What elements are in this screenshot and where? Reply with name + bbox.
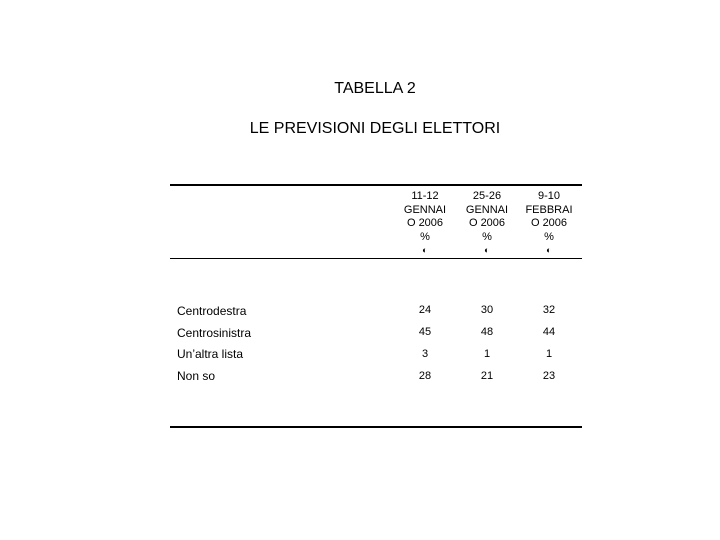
- table-cell: 1: [545, 348, 553, 360]
- table-cell: 45: [418, 326, 432, 338]
- table-cell: 32: [542, 304, 556, 316]
- column-header-line: 11-12: [411, 190, 439, 202]
- column-header-line: %: [482, 230, 492, 243]
- row-label: Centrosinistra: [177, 326, 252, 340]
- top-rule: [170, 184, 582, 186]
- column-header-line: 9-10: [537, 190, 561, 202]
- table-cell: 48: [480, 326, 494, 338]
- column-header-2: [452, 190, 522, 258]
- column-header-line: FEBBRAI: [525, 203, 573, 216]
- column-header-line: %: [544, 230, 554, 243]
- table-cell: 3: [421, 348, 429, 360]
- column-header-line: GENNAI: [403, 203, 447, 216]
- table-cell: 23: [542, 370, 556, 382]
- bottom-rule: [170, 426, 582, 428]
- half-circle-icon: ◐: [546, 245, 552, 255]
- table-cell: 28: [418, 370, 432, 382]
- half-circle-icon: ◐: [484, 245, 490, 255]
- table-cell: 24: [418, 304, 432, 316]
- table-cell: 1: [483, 348, 491, 360]
- row-label: Non so: [177, 369, 216, 383]
- table-title: TABELLA 2: [334, 80, 416, 97]
- row-label: Centrodestra: [177, 304, 247, 318]
- column-header-1: [390, 190, 460, 258]
- half-circle-icon: ◐: [422, 245, 428, 255]
- column-header-line: GENNAI: [465, 203, 509, 216]
- header-rule: [170, 258, 582, 259]
- column-header-line: 25-26: [472, 190, 502, 202]
- column-header-line: O 2006: [406, 217, 444, 229]
- row-label: Un’altra lista: [177, 347, 244, 361]
- table-cell: 44: [542, 326, 556, 338]
- column-header-line: O 2006: [468, 217, 506, 229]
- table-subtitle: LE PREVISIONI DEGLI ELETTORI: [249, 120, 501, 137]
- table-cell: 21: [480, 370, 494, 382]
- table-cell: 30: [480, 304, 494, 316]
- column-header-line: %: [420, 230, 430, 243]
- column-header-line: O 2006: [530, 217, 568, 229]
- column-header-3: [514, 190, 584, 258]
